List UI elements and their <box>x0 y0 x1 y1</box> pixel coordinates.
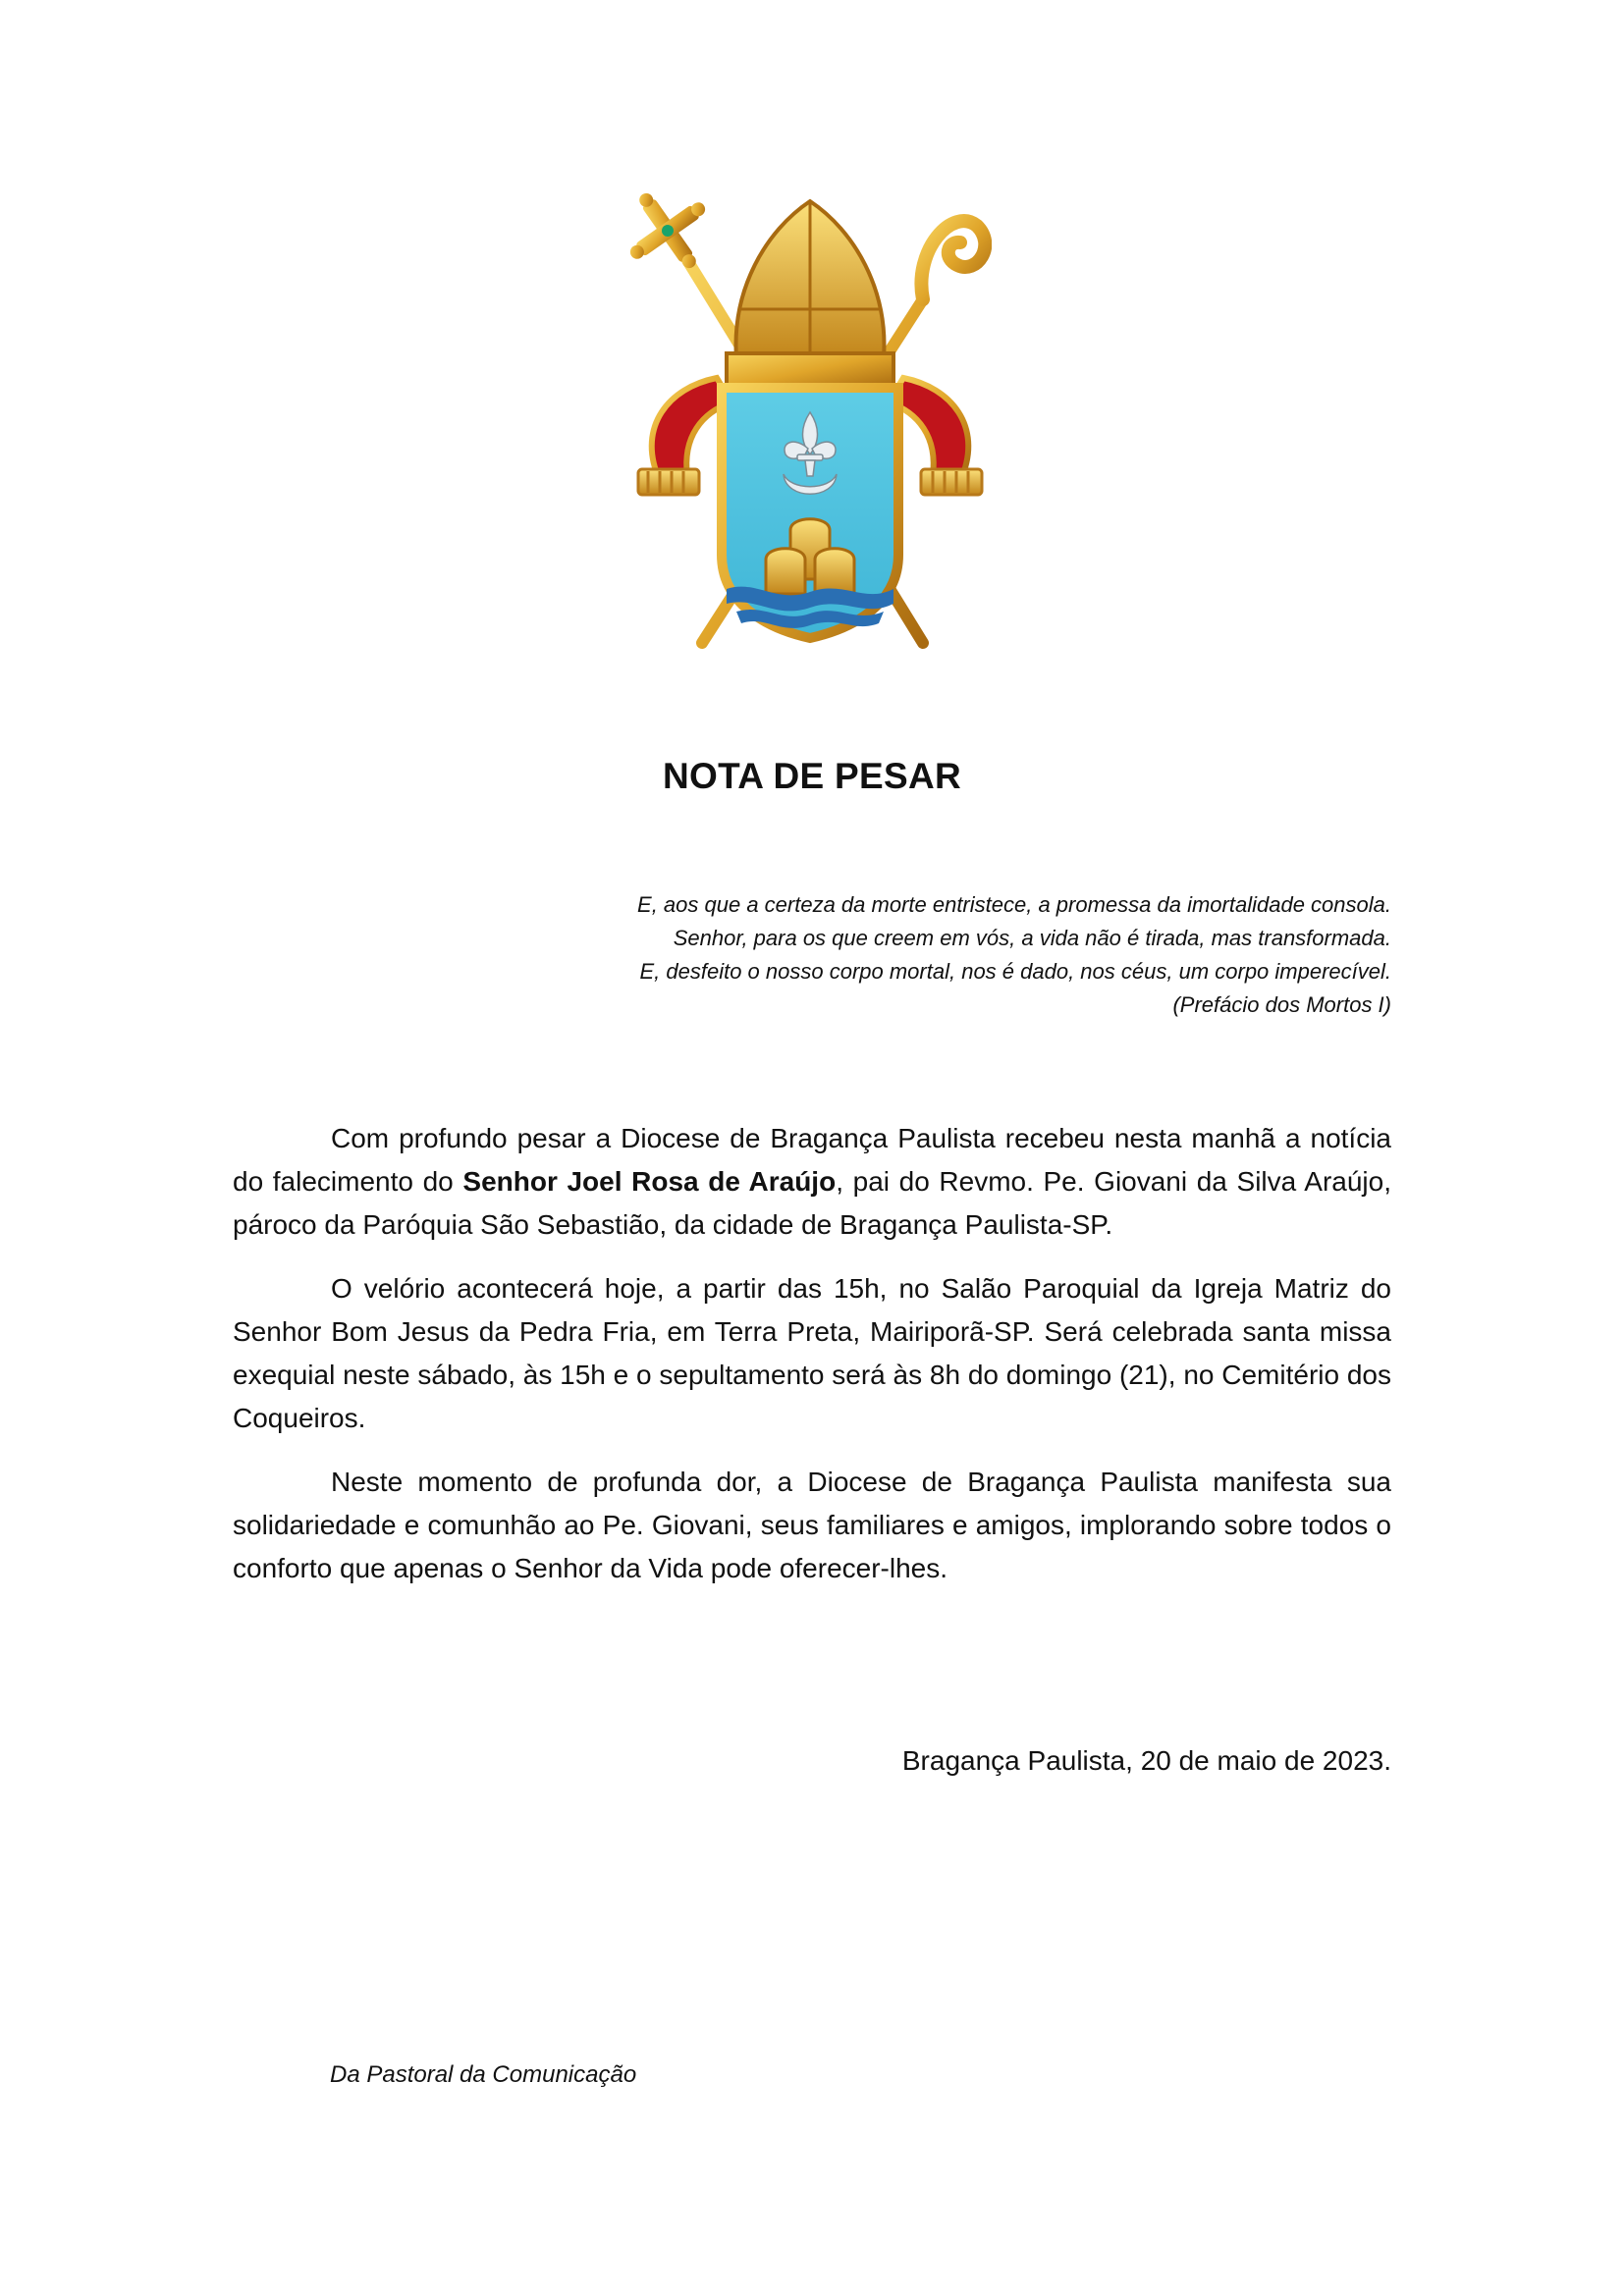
date-line: Bragança Paulista, 20 de maio de 2023. <box>901 1745 1391 1776</box>
epigraph-line: E, desfeito o nosso corpo mortal, nos é dado, nos céus, um corpo imperecível. <box>639 959 1391 984</box>
epigraph-source: (Prefácio dos Mortos I) <box>1172 992 1391 1017</box>
epigraph-line: Senhor, para os que creem em vós, a vida não é tirada, mas transformada. <box>673 926 1391 950</box>
paragraph: Neste momento de profunda dor, a Diocese de Bragança Paulista manifesta sua solidariedade e comunhão ao Pe. Giovani, seus familiares e amigos, implorando sobre todos o conforto que apenas o Senhor da Vida pode oferecer-lhes. <box>233 1467 1391 1583</box>
paragraph <box>233 1117 1391 1247</box>
page-title: NOTA DE PESAR <box>662 756 962 796</box>
diocese-coat-of-arms-icon <box>628 191 992 663</box>
body-text <box>233 1117 1391 1611</box>
paragraph: O velório acontecerá hoje, a partir das 15h, no Salão Paroquial da Igreja Matriz do Senhor Bom Jesus da Pedra Fria, em Terra Preta, Mairiporã-SP. Será celebrada santa missa exequial neste sábado, às 15h e o sepultamento será às 8h do domingo (21), no Cemitério dos Coqueiros. <box>233 1273 1391 1433</box>
epigraph-quote <box>409 888 1391 1022</box>
signoff: Da Pastoral da Comunicação <box>330 2061 637 2088</box>
epigraph-line: E, aos que a certeza da morte entristece, a promessa da imortalidade consola. <box>637 892 1391 917</box>
paragraph-text: Com profundo pesar a Diocese de Bragança Paulista recebeu nesta manhã a notícia do falecimento do <box>233 1123 1391 1197</box>
paragraph-text: , pai do Revmo. Pe. Giovani da Silva Araújo, pároco da Paróquia São Sebastião, da cidade de Bragança Paulista-SP. <box>233 1166 1392 1240</box>
deceased-name: Senhor Joel Rosa de Araújo <box>462 1166 837 1197</box>
